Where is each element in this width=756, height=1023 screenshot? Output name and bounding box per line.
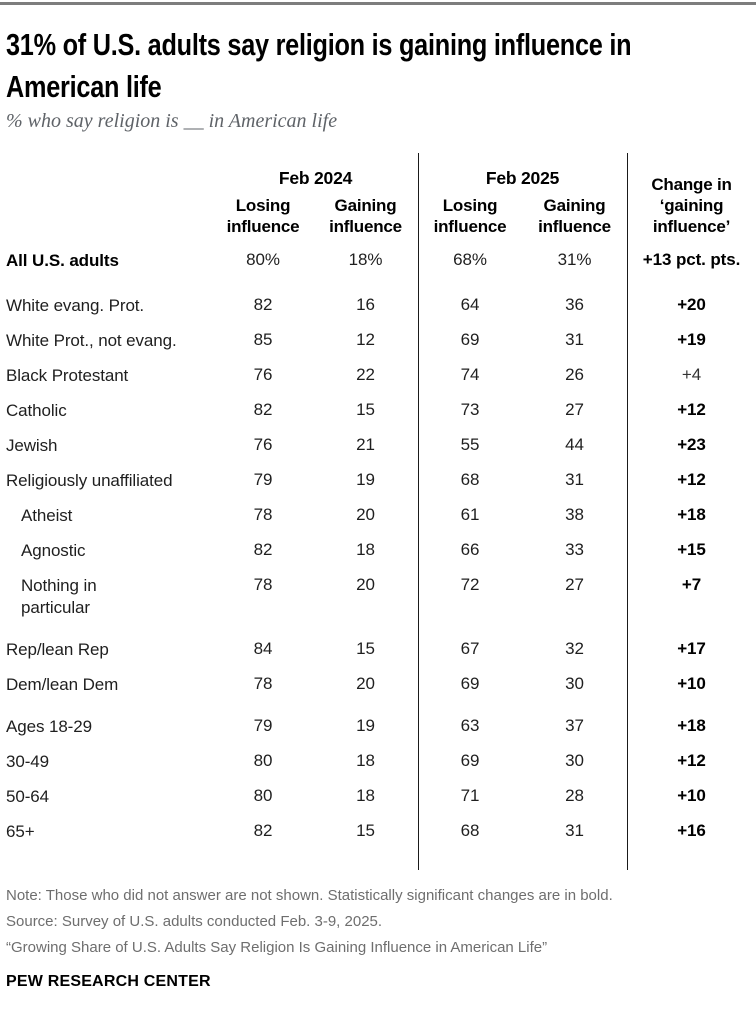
row-label: White Prot., not evang. xyxy=(6,331,177,350)
row-label: 30-49 xyxy=(6,752,49,771)
column-group-feb-2024: Feb 2024 xyxy=(278,168,353,188)
feb2024-losing-value: 82 xyxy=(253,540,273,559)
feb2024-gaining-value: 15 xyxy=(356,821,375,840)
feb2024-gaining-value: 12 xyxy=(356,330,375,349)
column-group-feb-2025: Feb 2025 xyxy=(485,168,560,188)
column-header-change: Change in ‘gaining influence’ xyxy=(651,175,732,236)
feb2024-losing-value: 79 xyxy=(253,716,273,735)
feb2024-gaining-value: 18 xyxy=(356,786,375,805)
feb2025-gaining-value: 26 xyxy=(565,365,584,384)
feb2025-gaining-value: 30 xyxy=(565,674,584,693)
pew-research-center-wordmark: PEW RESEARCH CENTER xyxy=(6,973,211,990)
row-label: Dem/lean Dem xyxy=(6,675,119,694)
feb2025-losing-value: 68 xyxy=(460,470,480,489)
table-row xyxy=(0,470,756,505)
report-title-text: “Growing Share of U.S. Adults Say Religion Is Gaining Influence in American Life” xyxy=(6,939,548,956)
feb2025-gaining-value: 31 xyxy=(565,470,584,489)
change-value: +12 xyxy=(677,400,706,419)
feb2024-gaining-value: 15 xyxy=(356,639,375,658)
feb2024-losing-value: 80 xyxy=(253,786,273,805)
row-label: Ages 18-29 xyxy=(6,717,92,736)
change-value: +19 xyxy=(677,330,706,349)
feb2025-losing-value: 73 xyxy=(460,400,480,419)
source-text: Source: Survey of U.S. adults conducted Feb. 3-9, 2025. xyxy=(6,913,383,930)
feb2024-losing-value: 78 xyxy=(253,674,273,693)
table-row xyxy=(0,575,756,632)
feb2025-gaining-value: 37 xyxy=(565,716,584,735)
feb2024-gaining-value: 18 xyxy=(356,751,375,770)
feb2025-gaining-value: 27 xyxy=(565,400,584,419)
feb2025-gaining-value: 32 xyxy=(565,639,584,658)
column-header-feb2024-losing: Losing influence xyxy=(226,195,300,236)
table-row xyxy=(0,330,756,365)
feb2024-gaining-value: 21 xyxy=(356,435,375,454)
feb2024-losing-value: 85 xyxy=(253,330,273,349)
column-header-feb2025-gaining: Gaining influence xyxy=(538,195,611,236)
feb2024-gaining-value: 15 xyxy=(356,400,375,419)
row-label: Black Protestant xyxy=(6,366,129,385)
feb2024-losing-value: 82 xyxy=(253,295,273,314)
feb2025-losing-value: 72 xyxy=(460,575,480,594)
row-label: Jewish xyxy=(6,436,58,455)
table-row xyxy=(0,716,756,751)
table-row xyxy=(0,505,756,540)
feb2025-gaining-value: 33 xyxy=(565,540,584,559)
table-row xyxy=(0,365,756,400)
feb2025-losing-value: 69 xyxy=(460,751,480,770)
feb2024-gaining-value: 19 xyxy=(356,716,375,735)
feb2024-gaining-value: 16 xyxy=(356,295,375,314)
table-row xyxy=(0,821,756,856)
column-header-feb2025-losing: Losing influence xyxy=(433,195,507,236)
change-value: +7 xyxy=(681,575,702,594)
change-value: +20 xyxy=(677,295,706,314)
change-value: +10 xyxy=(677,674,706,693)
change-value: +17 xyxy=(677,639,706,658)
table-body xyxy=(0,250,756,856)
feb2024-losing-value: 79 xyxy=(253,470,273,489)
feb2025-gaining-value: 31 xyxy=(565,821,584,840)
table-row xyxy=(0,786,756,821)
feb2025-gaining-value: 31% xyxy=(557,250,592,269)
feb2025-losing-value: 71 xyxy=(460,786,480,805)
table-row xyxy=(0,674,756,709)
note-text: Note: Those who did not answer are not shown. Statistically significant changes are in bold. xyxy=(6,887,613,904)
feb2024-gaining-value: 22 xyxy=(356,365,375,384)
row-label: Religiously unaffiliated xyxy=(6,471,173,490)
feb2024-losing-value: 78 xyxy=(253,505,273,524)
feb2025-gaining-value: 30 xyxy=(565,751,584,770)
table-row xyxy=(0,540,756,575)
change-value: +23 xyxy=(677,435,706,454)
feb2025-losing-value: 63 xyxy=(460,716,480,735)
table-row xyxy=(0,400,756,435)
row-label: White evang. Prot. xyxy=(6,296,145,315)
data-table xyxy=(0,153,756,856)
feb2025-losing-value: 67 xyxy=(460,639,480,658)
page-subtitle: % who say religion is __ in American life xyxy=(6,110,338,132)
feb2025-losing-value: 68 xyxy=(460,821,480,840)
feb2025-gaining-value: 27 xyxy=(565,575,584,594)
feb2025-losing-value: 64 xyxy=(460,295,480,314)
feb2025-losing-value: 68% xyxy=(453,250,487,269)
feb2025-gaining-value: 44 xyxy=(565,435,584,454)
feb2024-gaining-value: 20 xyxy=(356,505,375,524)
table-header xyxy=(0,153,756,237)
feb2025-losing-value: 69 xyxy=(460,674,480,693)
feb2025-gaining-value: 36 xyxy=(565,295,584,314)
change-value: +15 xyxy=(677,540,706,559)
change-value: +13 pct. pts. xyxy=(642,250,741,269)
change-value: +16 xyxy=(677,821,706,840)
feb2024-losing-value: 82 xyxy=(253,400,273,419)
table-row xyxy=(0,751,756,786)
column-header-feb2024-gaining: Gaining influence xyxy=(329,195,402,236)
row-label: Atheist xyxy=(21,506,73,525)
feb2024-gaining-value: 20 xyxy=(356,674,375,693)
feb2024-gaining-value: 18 xyxy=(356,540,375,559)
change-value: +4 xyxy=(681,365,702,384)
top-rule xyxy=(0,2,756,5)
row-label: Rep/lean Rep xyxy=(6,640,109,659)
feb2024-gaining-value: 18% xyxy=(348,250,383,269)
feb2024-losing-value: 82 xyxy=(253,821,273,840)
change-value: +10 xyxy=(677,786,706,805)
feb2024-gaining-value: 20 xyxy=(356,575,375,594)
footnotes xyxy=(6,883,750,991)
table-row xyxy=(0,295,756,330)
row-label: Agnostic xyxy=(21,541,86,560)
row-label: 65+ xyxy=(6,822,35,841)
feb2024-losing-value: 76 xyxy=(253,365,273,384)
table-row xyxy=(0,435,756,470)
change-value: +12 xyxy=(677,751,706,770)
feb2025-gaining-value: 31 xyxy=(565,330,584,349)
row-label: Catholic xyxy=(6,401,67,420)
row-label: All U.S. adults xyxy=(6,251,119,270)
change-value: +12 xyxy=(677,470,706,489)
feb2024-gaining-value: 19 xyxy=(356,470,375,489)
feb2025-gaining-value: 38 xyxy=(565,505,584,524)
feb2025-losing-value: 74 xyxy=(460,365,480,384)
table-row xyxy=(0,250,756,288)
row-label: Nothing in particular xyxy=(21,576,97,617)
feb2024-losing-value: 80% xyxy=(246,250,280,269)
feb2024-losing-value: 80 xyxy=(253,751,273,770)
change-value: +18 xyxy=(677,505,706,524)
row-label: 50-64 xyxy=(6,787,49,806)
feb2025-losing-value: 69 xyxy=(460,330,480,349)
feb2025-losing-value: 55 xyxy=(460,435,480,454)
feb2024-losing-value: 76 xyxy=(253,435,273,454)
page-title: 31% of U.S. adults say religion is gaining influence in American life xyxy=(6,27,632,105)
feb2025-losing-value: 61 xyxy=(460,505,480,524)
feb2025-losing-value: 66 xyxy=(460,540,480,559)
table-row xyxy=(0,639,756,674)
feb2024-losing-value: 78 xyxy=(253,575,273,594)
feb2024-losing-value: 84 xyxy=(253,639,273,658)
feb2025-gaining-value: 28 xyxy=(565,786,584,805)
change-value: +18 xyxy=(677,716,706,735)
